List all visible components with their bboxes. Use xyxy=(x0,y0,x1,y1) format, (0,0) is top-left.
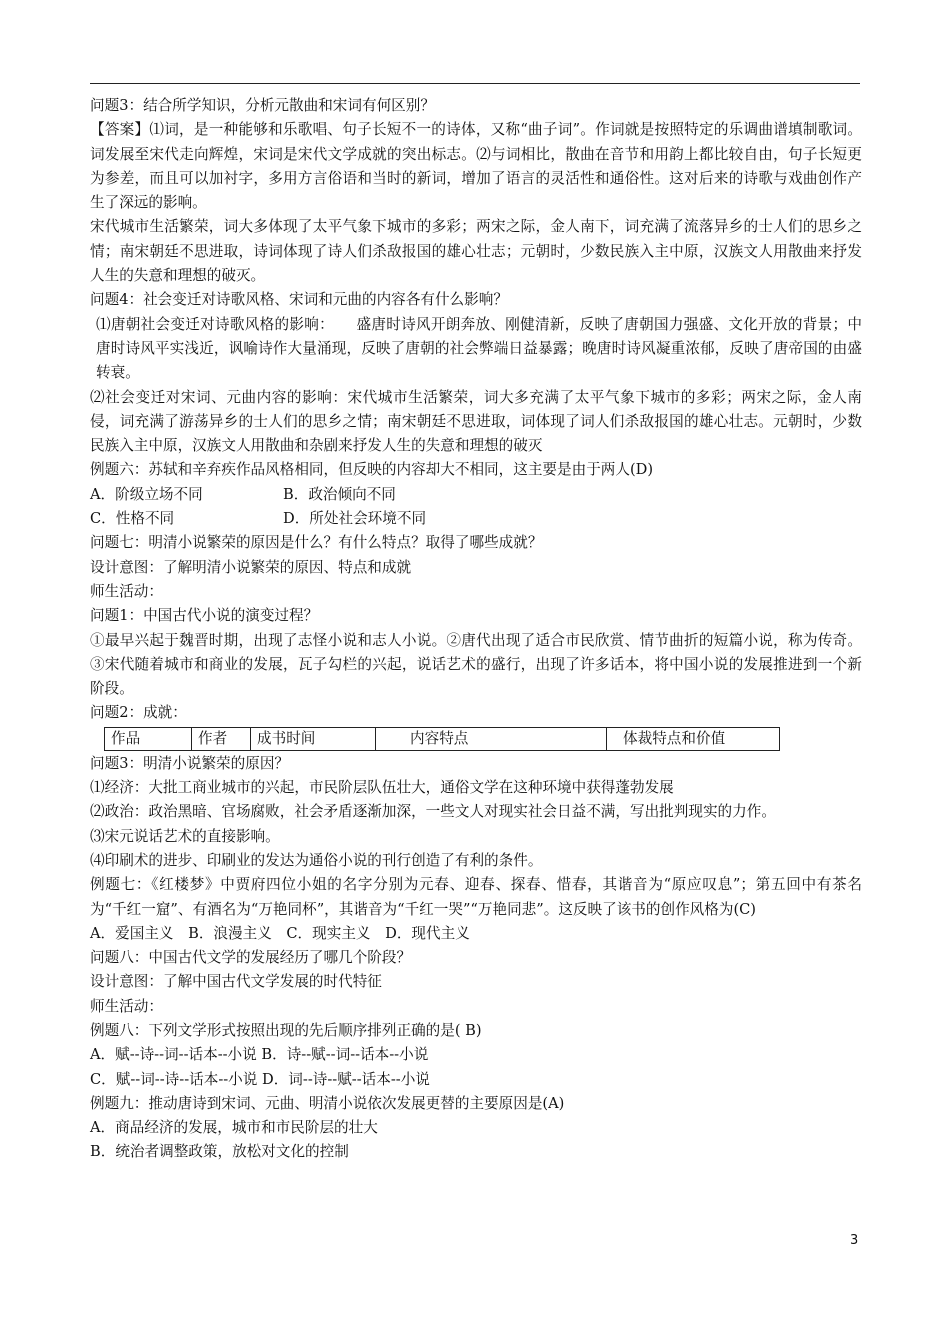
example-8-options-cd: C．赋--词--诗--话本--小说 D．词--诗--赋--话本--小说 xyxy=(90,1070,430,1088)
example-9-question: 例题九：推动唐诗到宋词、元曲、明清小说依次发展更替的主要原因是(A) xyxy=(90,1094,565,1112)
header-rule xyxy=(90,83,860,84)
example-8-options-ab: A．赋--诗--词--话本--小说 B．诗--赋--词--话本--小说 xyxy=(90,1046,429,1064)
table-header-cell: 作者 xyxy=(192,727,251,750)
answer-paragraph: 【答案】⑴词，是一种能够和乐歌唱、句子长短不一的诗体，又称“曲子词”。作词就是按照特定的乐调曲谱填制歌词。词发展至宋代走向辉煌，宋词是宋代文学成就的突出标志。⑵与词相比，散曲在音节和用韵上都比较自由，句子长短更为参差，而且可以加衬字，多用方言俗语和当时的新词，增加了语言的灵活性和通俗性。这对后来的诗歌与戏曲创作产生了深远的影响。 xyxy=(90,121,862,212)
page-number: 3 xyxy=(850,1233,859,1248)
option-a: A．阶级立场不同 xyxy=(90,485,203,503)
question-2-heading: 问题2：成就： xyxy=(90,704,187,722)
question-7-heading: 问题七：明清小说繁荣的原因是什么？有什么特点？取得了哪些成就？ xyxy=(90,534,543,552)
example-6-question: 例题六：苏轼和辛弃疾作品风格相同，但反映的内容却大不相同，这主要是由于两人(D) xyxy=(90,461,654,479)
question-4-heading: 问题4：社会变迁对诗歌风格、宋词和元曲的内容各有什么影响？ xyxy=(90,291,508,309)
question-3b-heading: 问题3：明清小说繁荣的原因？ xyxy=(90,754,290,772)
reason-storytelling: ⑶宋元说话艺术的直接影响。 xyxy=(90,827,280,845)
reason-economy: ⑴经济：大批工商业城市的兴起，市民阶层队伍壮大，通俗文学在这种环境中获得蓬勃发展 xyxy=(90,779,674,797)
table-header-cell: 作品 xyxy=(105,727,192,750)
option-c: C．性格不同 xyxy=(90,510,175,528)
question-8-heading: 问题八：中国古代文学的发展经历了哪几个阶段？ xyxy=(90,949,412,967)
song-yuan-paragraph: ⑵社会变迁对宋词、元曲内容的影响：宋代城市生活繁荣，词大多充满了太平气象下城市的多彩；两宋之际，金人南侵，词充满了游荡异乡的士人们的思乡之情；南宋朝廷不思进取，词体现了词人们杀敌报国的雄心壮志。元朝时，少数民族入主中原，汉族文人用散曲和杂剧来抒发人生的失意和理想的破灭 xyxy=(90,388,862,455)
question-1-heading: 问题1：中国古代小说的演变过程？ xyxy=(90,607,319,625)
example-9-option-a: A．商品经济的发展，城市和市民阶层的壮大 xyxy=(90,1119,378,1137)
teacher-student-activity-8: 师生活动： xyxy=(90,997,163,1015)
table-header-cell: 体裁特点和价值 xyxy=(607,727,780,750)
design-intent-8: 设计意图：了解中国古代文学发展的时代特征 xyxy=(90,973,382,991)
option-b: B．政治倾向不同 xyxy=(283,485,396,503)
table-header-cell: 成书时间 xyxy=(251,727,376,750)
tang-poetry-paragraph: ⑴唐朝社会变迁对诗歌风格的影响： 盛唐时诗风开朗奔放、刚健清新，反映了唐朝国力强盛、文化开放的背景；中唐时诗风平实浅近，讽喻诗作大量涌现，反映了唐朝的社会弊端日益暴露；晚唐时诗风凝重浓郁，反映了唐帝国的由盛转衰。 xyxy=(96,315,862,382)
example-9-option-b: B．统治者调整政策，放松对文化的控制 xyxy=(90,1143,349,1161)
table-header-cell: 内容特点 xyxy=(376,727,607,750)
example-6-options-row-1 xyxy=(90,483,862,507)
teacher-student-activity-7: 师生活动： xyxy=(90,582,163,600)
example-8-question: 例题八：下列文学形式按照出现的先后顺序排列正确的是( B) xyxy=(90,1021,482,1039)
reason-politics: ⑵政治：政治黑暗、官场腐败，社会矛盾逐渐加深，一些文人对现实社会日益不满，写出批判现实的力作。 xyxy=(90,803,776,821)
achievements-table xyxy=(104,727,780,751)
novel-evolution-paragraph: ①最早兴起于魏晋时期，出现了志怪小说和志人小说。②唐代出现了适合市民欣赏、情节曲折的短篇小说，称为传奇。③宋代随着城市和商业的发展，瓦子勾栏的兴起，说话艺术的盛行，出现了许多话本，将中国小说的发展推进到一个新阶段。 xyxy=(90,631,862,698)
design-intent-7: 设计意图：了解明清小说繁荣的原因、特点和成就 xyxy=(90,558,412,576)
song-ci-paragraph: 宋代城市生活繁荣，词大多体现了太平气象下城市的多彩；两宋之际，金人南下，词充满了流落异乡的士人们的思乡之情；南宋朝廷不思进取，诗词体现了诗人们杀敌报国的雄心壮志；元朝时，少数民族入主中原，汉族文人用散曲来抒发人生的失意和理想的破灭。 xyxy=(90,218,862,285)
question-3-heading: 问题3：结合所学知识，分析元散曲和宋词有何区别？ xyxy=(90,97,435,114)
example-7-question: 例题七：《红楼梦》中贾府四位小姐的名字分别为元春、迎春、探春、惜春，其谐音为“原应叹息”；第五回中有茶名为“千红一窟”、有酒名为“万艳同杯”，其谐音为“千红一哭”“万艳同悲”。这反映了该书的创作风格为(C) xyxy=(90,876,862,918)
table-row xyxy=(105,727,780,750)
example-6-options-row-2 xyxy=(90,507,862,531)
page-body xyxy=(90,94,862,1165)
example-7-options: A．爱国主义 B．浪漫主义 C．现实主义 D．现代主义 xyxy=(90,924,470,942)
reason-printing: ⑷印刷术的进步、印刷业的发达为通俗小说的刊行创造了有利的条件。 xyxy=(90,851,543,869)
option-d: D．所处社会环境不同 xyxy=(283,510,427,528)
